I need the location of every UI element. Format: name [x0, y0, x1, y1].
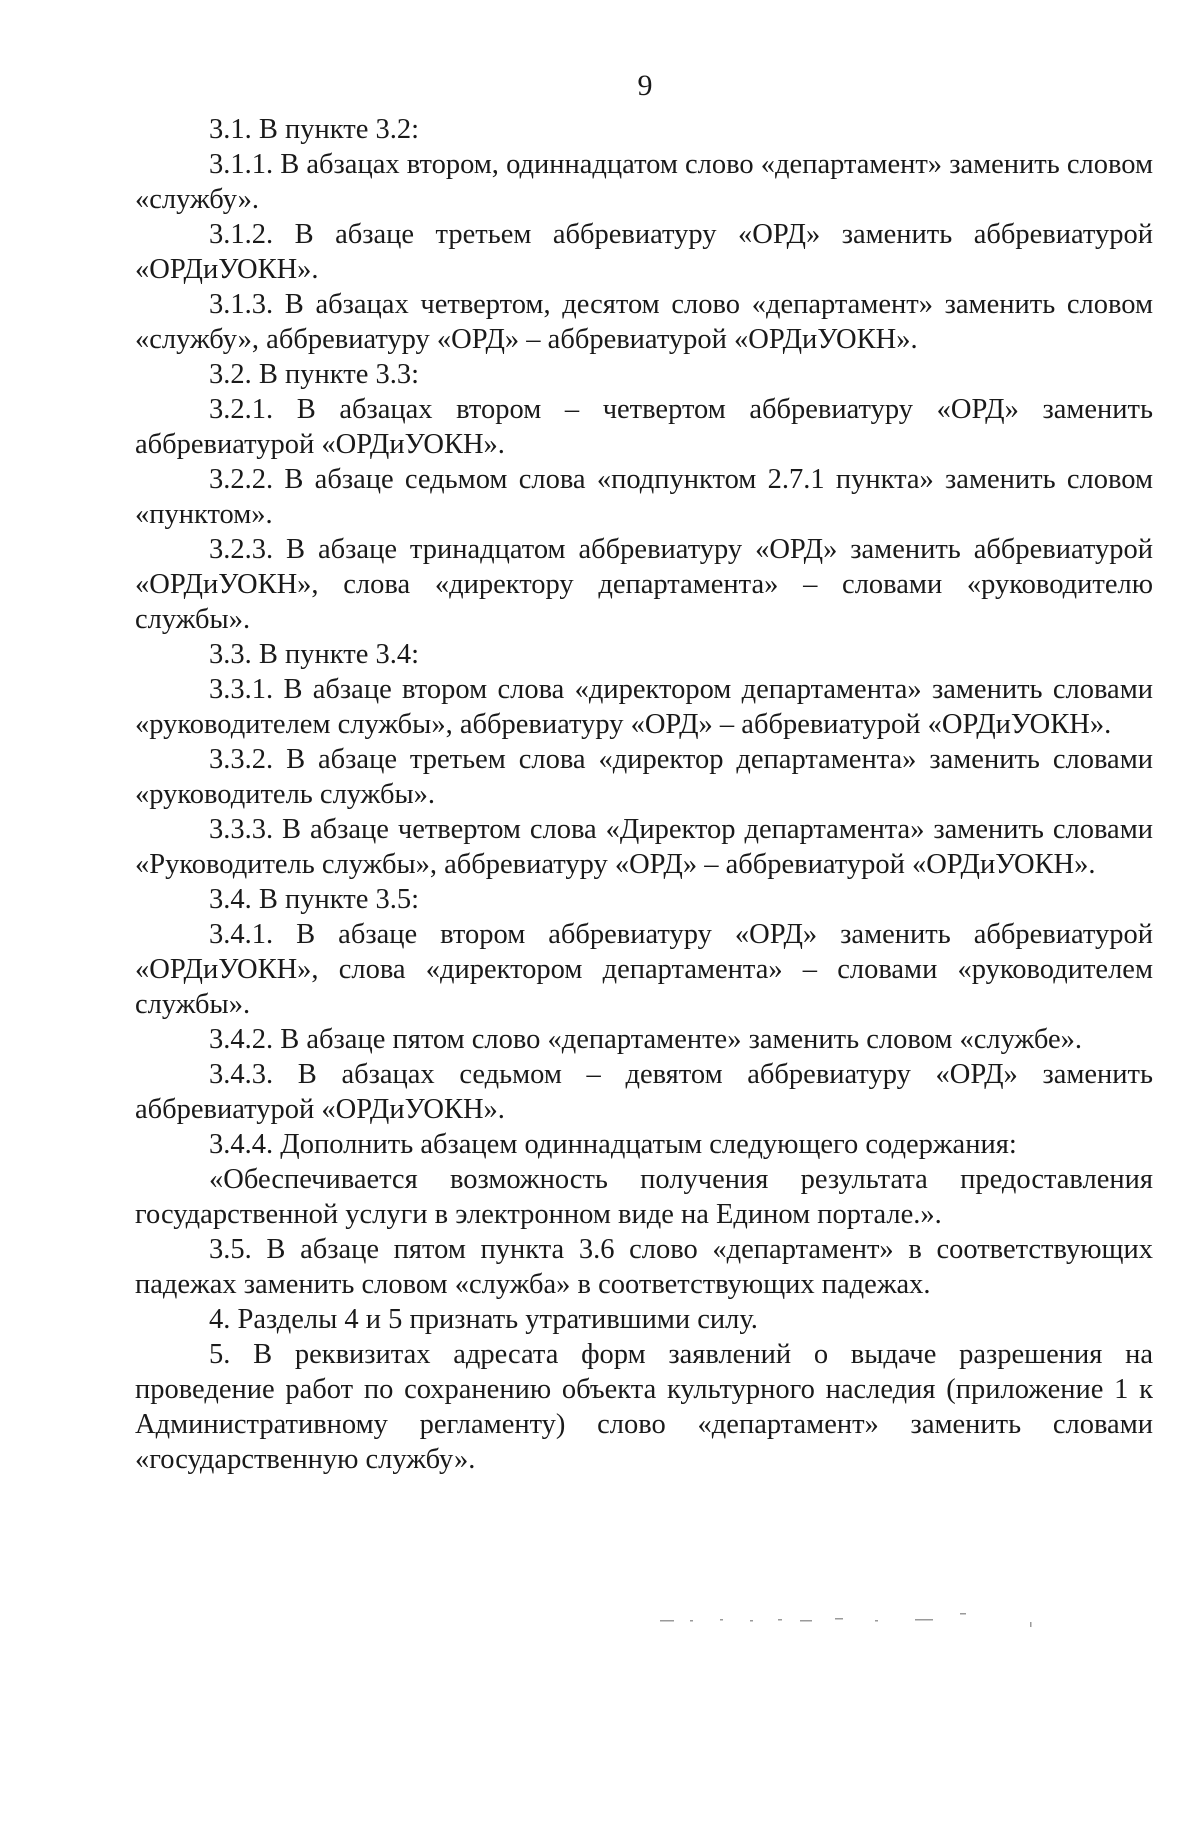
paragraph-3-1-1: 3.1.1. В абзацах втором, одиннадцатом слово «департамент» заменить словом «службу».: [135, 149, 1153, 215]
paragraph-3-1: 3.1. В пункте 3.2:: [209, 114, 420, 145]
paragraph-quote: «Обеспечивается возможность получения результата предоставления государственной услуги в электронном виде на Едином портале.».: [135, 1164, 1153, 1230]
document-body: [135, 112, 1153, 1477]
page-number: 9: [637, 69, 653, 102]
paragraph-3-4-3: 3.4.3. В абзацах седьмом – девятом аббревиатуру «ОРД» заменить аббревиатурой «ОРДиУОКН».: [135, 1059, 1153, 1125]
scan-noise-marks: [660, 1610, 1040, 1630]
paragraph-3-2-1: 3.2.1. В абзацах втором – четвертом аббревиатуру «ОРД» заменить аббревиатурой «ОРДиУОКН».: [135, 394, 1153, 460]
paragraph-3-5: 3.5. В абзаце пятом пункта 3.6 слово «департамент» в соответствующих падежах заменить словом «служба» в соответствующих падежах.: [135, 1234, 1153, 1300]
paragraph-5: 5. В реквизитах адресата форм заявлений о выдаче разрешения на проведение работ по сохранению объекта культурного наследия (приложение 1 к Административному регламенту) слово «департамент» заменить словами «государственную службу».: [135, 1339, 1153, 1475]
paragraph-3-2: 3.2. В пункте 3.3:: [209, 359, 420, 390]
paragraph-3-3-1: 3.3.1. В абзаце втором слова «директором департамента» заменить словами «руководителем службы», аббревиатуру «ОРД» – аббревиатурой «ОРДиУОКН».: [135, 674, 1153, 740]
paragraph-3-2-2: 3.2.2. В абзаце седьмом слова «подпунктом 2.7.1 пункта» заменить словом «пунктом».: [135, 464, 1153, 530]
paragraph-3-3-3: 3.3.3. В абзаце четвертом слова «Директор департамента» заменить словами «Руководитель службы», аббревиатуру «ОРД» – аббревиатурой «ОРДиУОКН».: [135, 814, 1153, 880]
paragraph-3-3: 3.3. В пункте 3.4:: [209, 639, 420, 670]
paragraph-3-2-3: 3.2.3. В абзаце тринадцатом аббревиатуру «ОРД» заменить аббревиатурой «ОРДиУОКН», слова «директору департамента» – словами «руководителю службы».: [135, 534, 1153, 635]
paragraph-3-4-2: 3.4.2. В абзаце пятом слово «департаменте» заменить словом «службе».: [209, 1024, 1082, 1055]
paragraph-3-3-2: 3.3.2. В абзаце третьем слова «директор департамента» заменить словами «руководитель службы».: [135, 744, 1153, 810]
paragraph-3-1-2: 3.1.2. В абзаце третьем аббревиатуру «ОРД» заменить аббревиатурой «ОРДиУОКН».: [135, 219, 1153, 285]
paragraph-3-4-4: 3.4.4. Дополнить абзацем одиннадцатым следующего содержания:: [209, 1129, 1017, 1160]
paragraph-3-1-3: 3.1.3. В абзацах четвертом, десятом слово «департамент» заменить словом «службу», аббревиатуру «ОРД» – аббревиатурой «ОРДиУОКН».: [135, 289, 1153, 355]
paragraph-3-4-1: 3.4.1. В абзаце втором аббревиатуру «ОРД» заменить аббревиатурой «ОРДиУОКН», слова «директором департамента» – словами «руководителем службы».: [135, 919, 1153, 1020]
paragraph-3-4: 3.4. В пункте 3.5:: [209, 884, 420, 915]
paragraph-4: 4. Разделы 4 и 5 признать утратившими силу.: [209, 1304, 758, 1335]
